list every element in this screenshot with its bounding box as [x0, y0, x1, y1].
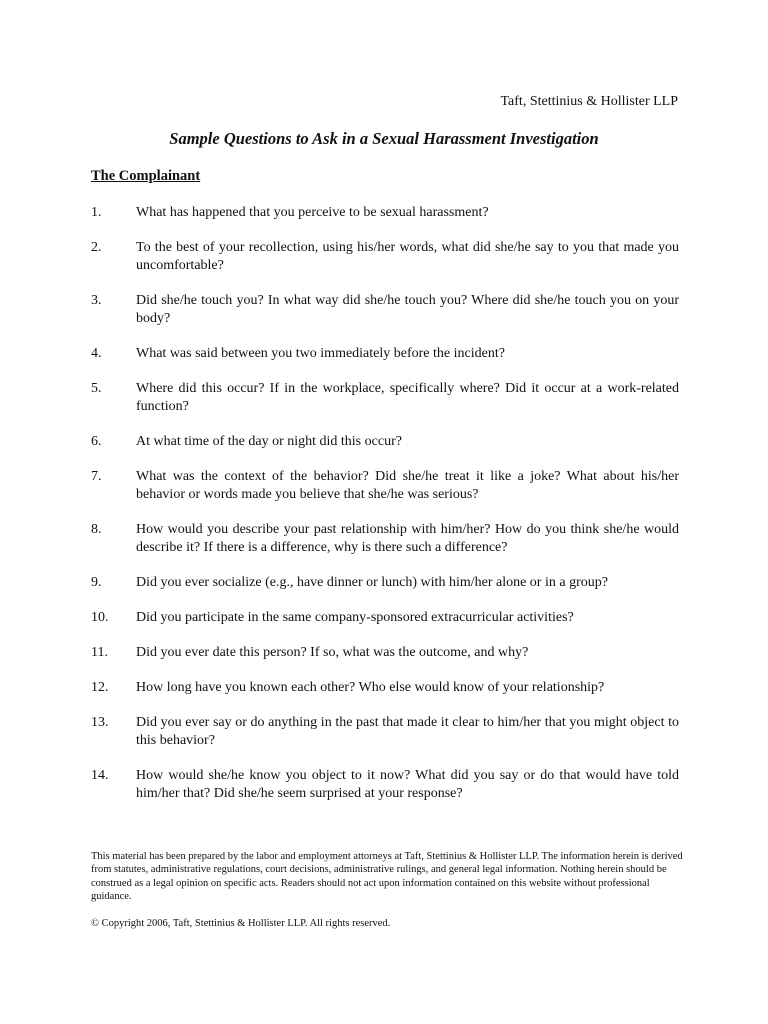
question-item — [91, 468, 679, 504]
question-text: Did she/he touch you? In what way did she/he touch you? Where did she/he touch you on your body? — [136, 293, 679, 326]
question-item — [91, 345, 679, 363]
question-number: 5. — [91, 381, 102, 396]
question-item — [91, 679, 679, 697]
firm-header: Taft, Stettinius & Hollister LLP — [500, 94, 678, 109]
question-text: Did you ever date this person? If so, what was the outcome, and why? — [136, 645, 529, 660]
question-item — [91, 239, 679, 275]
question-number: 2. — [91, 240, 102, 255]
legal-disclaimer: This material has been prepared by the labor and employment attorneys at Taft, Stettinius & Hollister LLP. The information herein is derived from statutes, administrative regulations, court decisions, administrative rulings, and general legal information. Nothing herein should be construed as a legal opinion on specific acts. Readers should not act upon information contained on this website without professional guidance. — [91, 851, 683, 902]
question-text: Did you ever socialize (e.g., have dinner or lunch) with him/her alone or in a group? — [136, 575, 608, 590]
section-heading: The Complainant — [91, 168, 201, 184]
question-item — [91, 521, 679, 557]
question-item — [91, 380, 679, 416]
question-number: 4. — [91, 346, 102, 361]
document-title: Sample Questions to Ask in a Sexual Harassment Investigation — [169, 129, 599, 148]
question-item — [91, 574, 679, 592]
question-list — [91, 204, 679, 820]
question-text: What has happened that you perceive to be sexual harassment? — [136, 205, 489, 220]
question-text: Did you ever say or do anything in the past that made it clear to him/her that you might object to this behavior? — [136, 715, 679, 748]
question-item — [91, 714, 679, 750]
question-text: How would she/he know you object to it now? What did you say or do that would have told him/her that? Did she/he seem surprised at your response? — [136, 768, 679, 801]
question-text: How long have you known each other? Who else would know of your relationship? — [136, 680, 605, 695]
question-number: 6. — [91, 434, 102, 449]
question-number: 3. — [91, 293, 102, 308]
question-text: Did you participate in the same company-sponsored extracurricular activities? — [136, 610, 574, 625]
question-item — [91, 433, 679, 451]
copyright-notice: © Copyright 2006, Taft, Stettinius & Hollister LLP. All rights reserved. — [91, 918, 391, 929]
question-number: 13. — [91, 715, 109, 730]
question-number: 9. — [91, 575, 102, 590]
question-item — [91, 767, 679, 803]
question-item — [91, 644, 679, 662]
question-text: Where did this occur? If in the workplace, specifically where? Did it occur at a work-related function? — [136, 381, 679, 414]
question-text: At what time of the day or night did this occur? — [136, 434, 402, 449]
question-text: What was the context of the behavior? Did she/he treat it like a joke? What about his/her behavior or words made you believe that she/he was serious? — [136, 469, 679, 502]
question-item — [91, 292, 679, 328]
question-item — [91, 609, 679, 627]
question-number: 7. — [91, 469, 102, 484]
question-number: 8. — [91, 522, 102, 537]
question-number: 14. — [91, 768, 109, 783]
question-text: What was said between you two immediately before the incident? — [136, 346, 505, 361]
question-text: To the best of your recollection, using his/her words, what did she/he say to you that made you uncomfortable? — [136, 240, 679, 273]
question-number: 12. — [91, 680, 109, 695]
question-number: 1. — [91, 205, 102, 220]
question-number: 10. — [91, 610, 109, 625]
question-text: How would you describe your past relationship with him/her? How do you think she/he would describe it? If there is a difference, why is there such a difference? — [136, 522, 679, 555]
question-item — [91, 204, 679, 222]
question-number: 11. — [91, 645, 108, 660]
